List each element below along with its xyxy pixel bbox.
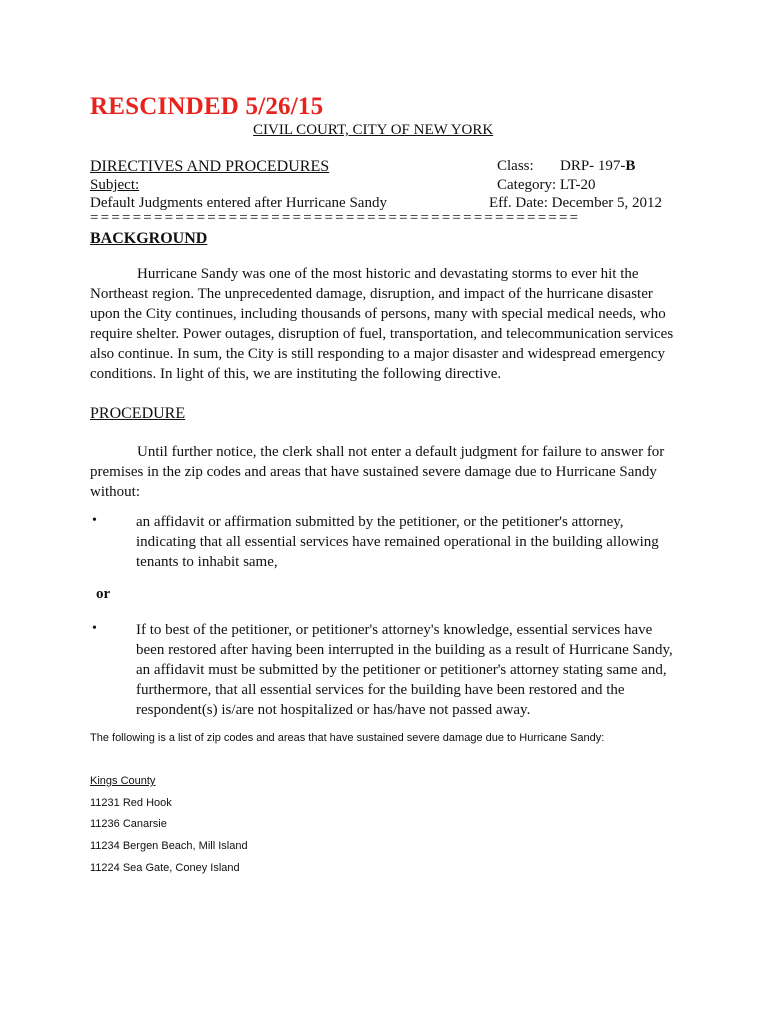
class-value-suffix: B: [625, 158, 636, 174]
effective-date: Eff. Date: December 5, 2012: [489, 195, 662, 211]
court-title: CIVIL COURT, CITY OF NEW YORK: [253, 122, 494, 138]
zip-list-intro: The following is a list of zip codes and areas that have sustained severe damage due to Hurricane Sandy:: [90, 732, 605, 744]
zip-item: 11224 Sea Gate, Coney Island: [90, 862, 240, 874]
county-heading: Kings County: [90, 775, 156, 787]
directives-heading: DIRECTIVES AND PROCEDURES: [90, 158, 330, 175]
rescinded-stamp: RESCINDED 5/26/15: [90, 93, 324, 120]
background-heading: BACKGROUND: [90, 230, 208, 247]
class-value: [560, 158, 635, 175]
bullet-item-1: an affidavit or affirmation submitted by the petitioner, or the petitioner's attorney, indicating that all essential services have remained operational in the building allowing tenants to inhabit same,: [136, 514, 659, 570]
subject-label: Subject:: [90, 177, 140, 193]
class-label: Class:: [497, 158, 534, 174]
procedure-heading: PROCEDURE: [90, 405, 186, 422]
zip-item: 11234 Bergen Beach, Mill Island: [90, 840, 248, 852]
category: Category: LT-20: [497, 177, 596, 193]
zip-item: 11236 Canarsie: [90, 818, 167, 830]
class-value-prefix: DRP- 197-: [560, 158, 626, 174]
bullet-item-2: If to best of the petitioner, or petitioner's attorney's knowledge, essential services have been restored after having been interrupted in the building as a result of Hurricane Sandy, an affidavit must be submitted by the petitioner or petitioner's attorney stating same and, furthermore, that all essential services for the building have been restored and the respondent(s) is/are not hospitalized or has/have not passed away.: [136, 622, 673, 718]
background-paragraph: Hurricane Sandy was one of the most historic and devastating storms to ever hit the Northeast region. The unprecedented damage, disruption, and impact of the hurricane disaster upon the City continues, including thousands of persons, many with special medical needs, who require shelter. Power outages, disruption of fuel, transportation, and telecommunication services also continue. In sum, the City is still responding to a major disaster and widespread emergency conditions. In light of this, we are instituting the following directive.: [90, 266, 674, 382]
subject-text: Default Judgments entered after Hurricane Sandy: [90, 195, 387, 211]
separator-rule: ==============================================: [90, 210, 581, 226]
zip-item: 11231 Red Hook: [90, 797, 172, 809]
procedure-paragraph: Until further notice, the clerk shall not enter a default judgment for failure to answer for premises in the zip codes and areas that have sustained severe damage due to Hurricane Sandy without:: [90, 444, 665, 500]
bullet-marker: •: [92, 513, 97, 528]
or-separator: or: [96, 586, 111, 602]
bullet-marker: •: [92, 621, 97, 636]
